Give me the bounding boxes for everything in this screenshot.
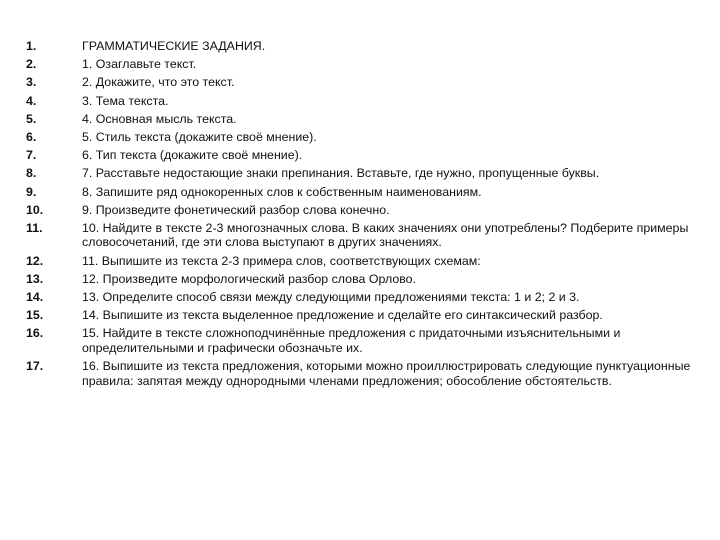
task-row: [26, 359, 706, 392]
task-text: 10. Найдите в тексте 2-3 многозначных слова. В каких значениях они употреблены? Подберите примеры словосочетаний, где эти слова выступают в других значениях.: [82, 220, 689, 250]
task-row: [26, 166, 706, 184]
task-row: [26, 254, 706, 272]
task-text: 9. Произведите фонетический разбор слова конечно.: [82, 202, 390, 217]
task-row: [26, 272, 706, 290]
row-number: 17.: [26, 359, 44, 374]
row-number: 3.: [26, 75, 37, 90]
task-text: 7. Расставьте недостающие знаки препинания. Вставьте, где нужно, пропущенные буквы.: [82, 166, 600, 181]
row-number: 15.: [26, 308, 44, 323]
task-table: [26, 39, 706, 392]
page-title: ГРАММАТИЧЕСКИЕ ЗАДАНИЯ.: [82, 39, 266, 53]
task-text: 14. Выпишите из текста выделенное предложение и сделайте его синтаксический разбор.: [82, 308, 603, 323]
task-row: [26, 112, 706, 130]
task-row: [26, 326, 706, 359]
task-row: [26, 203, 706, 221]
row-number: 4.: [26, 93, 37, 108]
row-number: 2.: [26, 57, 37, 72]
task-text: 16. Выпишите из текста предложения, которыми можно проиллюстрировать следующие пунктуационные правила: запятая между однородными членами предложения; обособление обстоятельств.: [82, 359, 691, 388]
row-number: 10.: [26, 202, 44, 217]
row-number: 11.: [26, 220, 43, 235]
task-row: [26, 148, 706, 166]
task-text: 15. Найдите в тексте сложноподчинённые предложения с придаточными изъяснительными и определительными и графически обозначьте их.: [82, 326, 621, 355]
task-text: 6. Тип текста (докажите своё мнение).: [82, 148, 303, 163]
task-text: 3. Тема текста.: [82, 93, 169, 108]
task-row: [26, 94, 706, 112]
task-text: 1. Озаглавьте текст.: [82, 57, 197, 72]
task-row: [26, 185, 706, 203]
row-number: 14.: [26, 290, 44, 305]
task-text: 8. Запишите ряд однокоренных слов к собственным наименованиям.: [82, 184, 482, 199]
row-number: 6.: [26, 129, 37, 144]
row-number: 9.: [26, 184, 37, 199]
task-row: [26, 221, 706, 254]
row-number: 13.: [26, 271, 44, 286]
title-row: [26, 39, 706, 57]
task-row: [26, 130, 706, 148]
row-number: 12.: [26, 253, 44, 268]
task-text: 13. Определите способ связи между следующими предложениями текста: 1 и 2; 2 и 3.: [82, 290, 580, 305]
task-row: [26, 57, 706, 75]
task-row: [26, 290, 706, 308]
task-text: 12. Произведите морфологический разбор слова Орлово.: [82, 271, 416, 286]
row-number: 1.: [26, 39, 37, 53]
task-text: 5. Стиль текста (докажите своё мнение).: [82, 129, 317, 144]
task-text: 2. Докажите, что это текст.: [82, 75, 235, 90]
row-number: 8.: [26, 166, 37, 181]
task-text: 11. Выпишите из текста 2-3 примера слов, соответствующих схемам:: [82, 253, 481, 268]
task-row: [26, 75, 706, 93]
row-number: 7.: [26, 148, 37, 163]
task-text: 4. Основная мысль текста.: [82, 111, 237, 126]
task-row: [26, 308, 706, 326]
row-number: 16.: [26, 326, 44, 341]
row-number: 5.: [26, 111, 37, 126]
